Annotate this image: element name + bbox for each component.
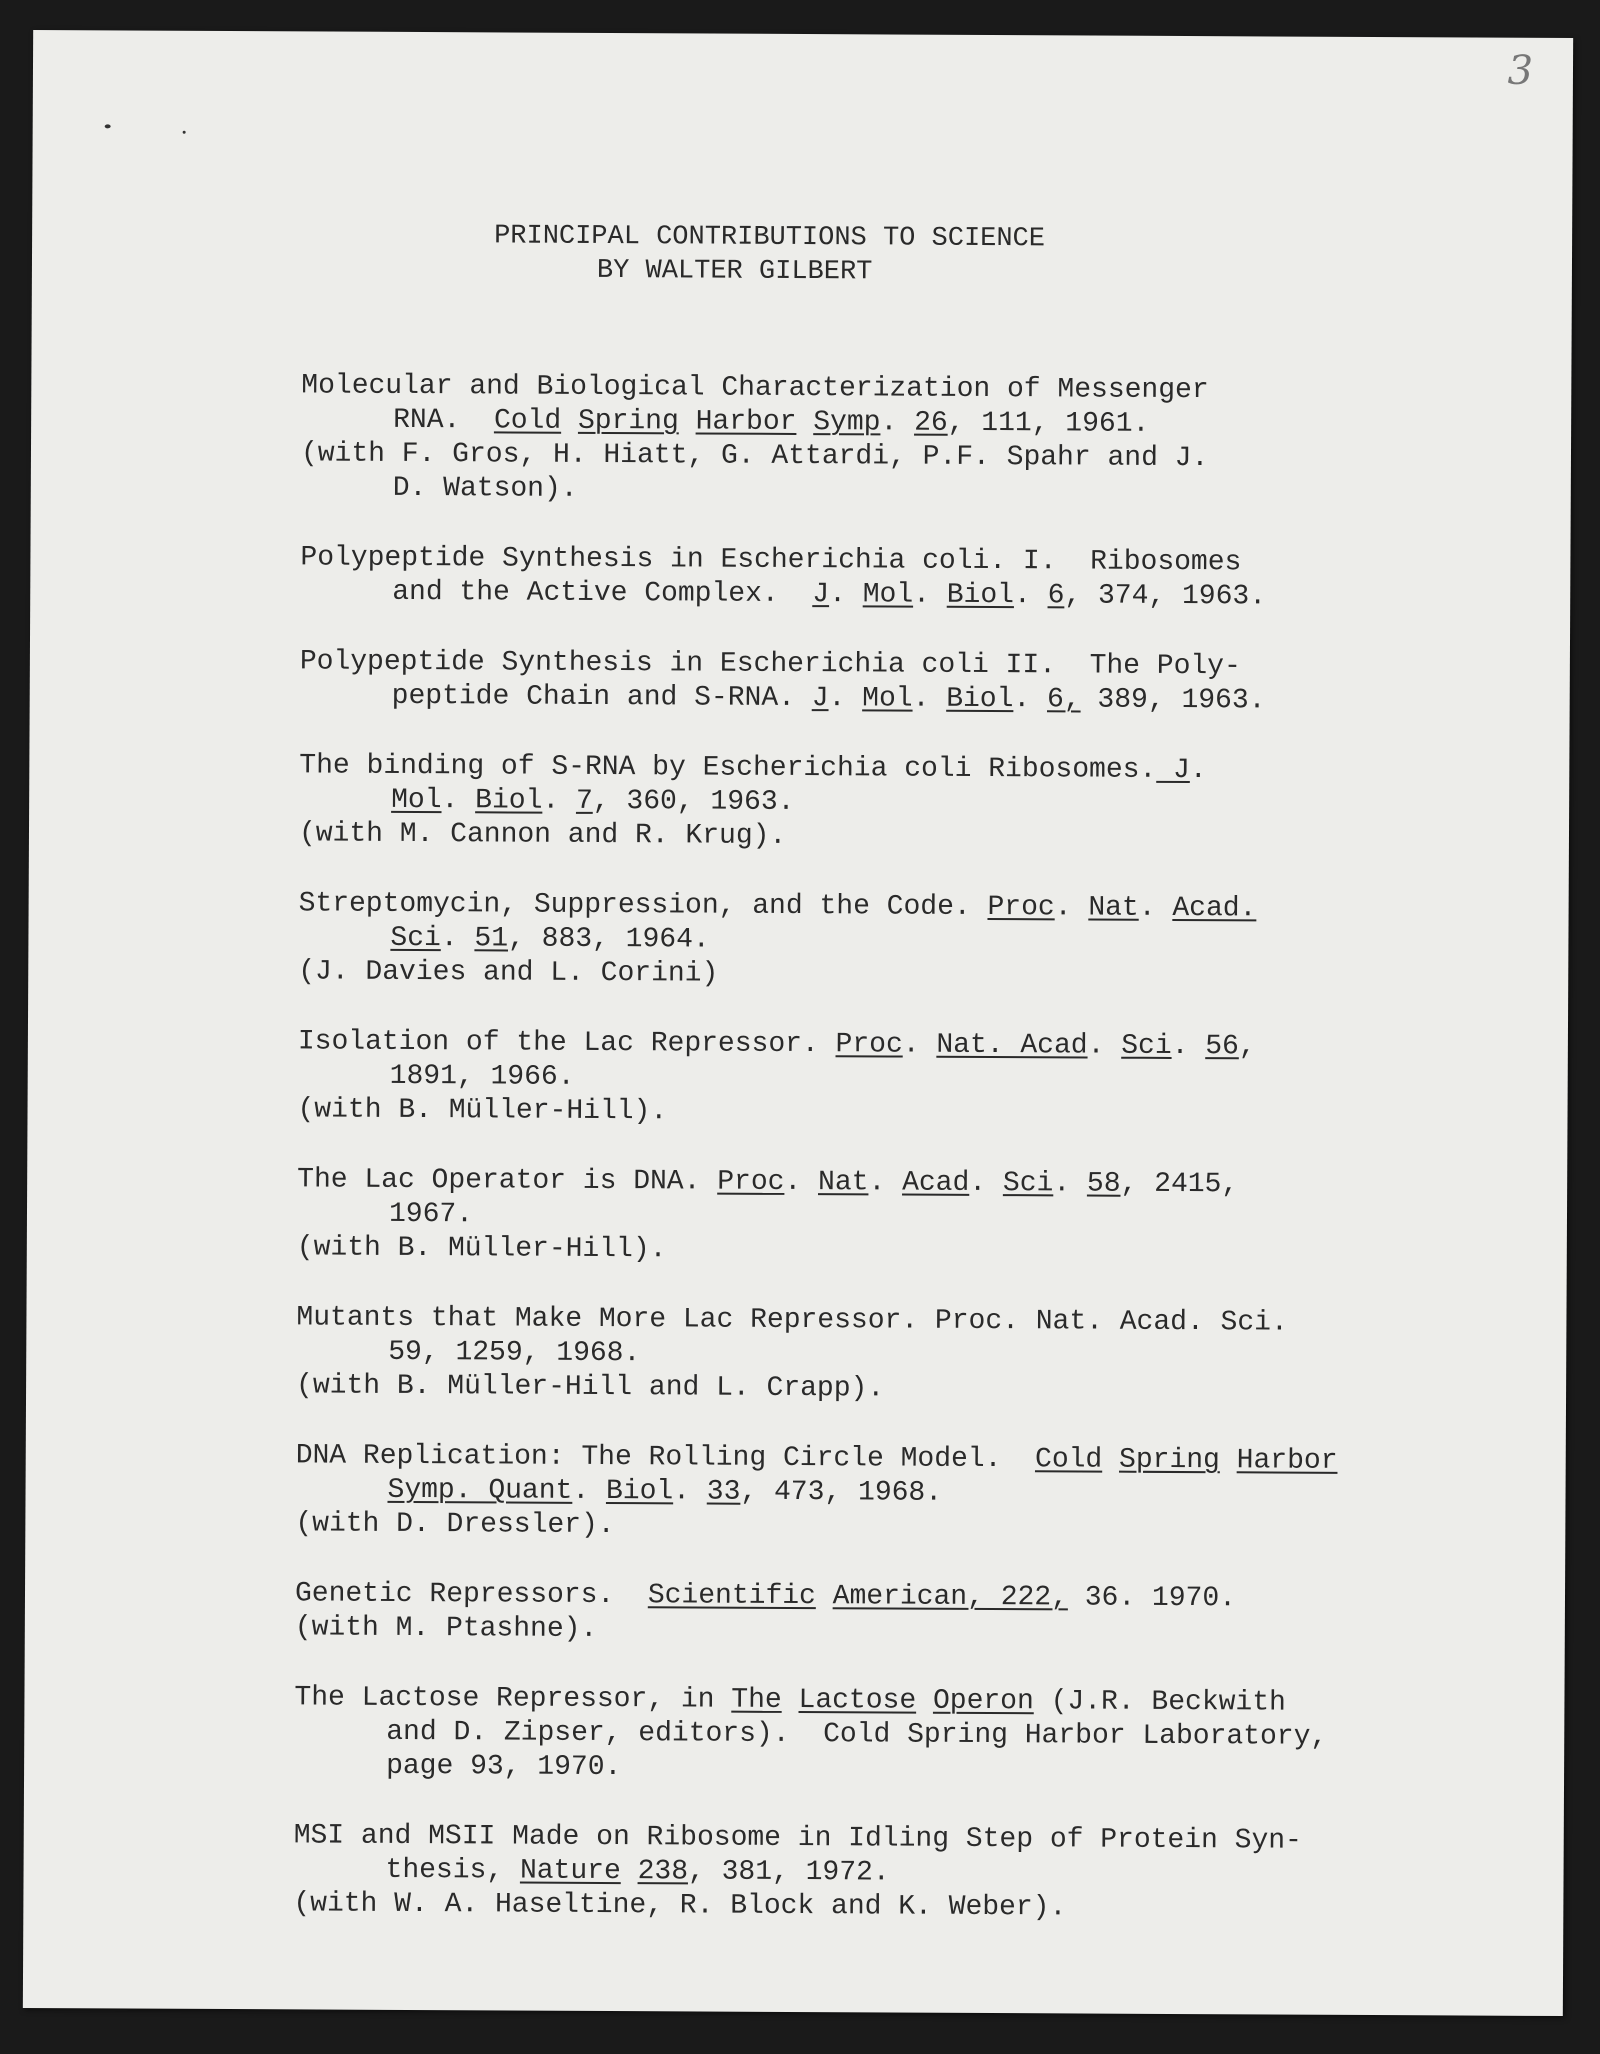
reference-line <box>293 1887 1493 1927</box>
underlined-citation-text: J <box>811 683 829 715</box>
reference-entry <box>295 1577 1495 1651</box>
reference-line <box>296 1369 1496 1409</box>
underlined-citation-text: 238 <box>637 1856 689 1888</box>
underlined-citation-text: Cold <box>493 405 562 437</box>
reference-text: 389, 1963. <box>1080 684 1266 717</box>
reference-text: (with D. Dressler). <box>295 1508 615 1542</box>
reference-entry <box>299 749 1500 857</box>
underlined-citation-text: Spring <box>1118 1444 1220 1477</box>
underlined-citation-text: J <box>1156 754 1190 787</box>
underlined-citation-text: Symp <box>813 407 881 439</box>
reference-text: , <box>1238 1031 1256 1063</box>
reference-text <box>916 1686 933 1717</box>
reference-text: , 883, 1964. <box>507 923 710 956</box>
underlined-citation-text: The <box>731 1684 782 1716</box>
underlined-citation-text: Mol <box>862 579 914 611</box>
reference-text: and D. Zipser, editors). Cold Spring Harbor Laboratory, <box>386 1716 1328 1753</box>
reference-text: . <box>1013 684 1048 716</box>
reference-line <box>294 1749 1494 1789</box>
reference-text: and the Active Complex. <box>392 576 813 611</box>
reference-entry <box>294 1681 1495 1789</box>
underlined-citation-text: Acad <box>902 1167 970 1199</box>
underlined-citation-text: Symp. Quant <box>387 1474 573 1507</box>
reference-text <box>561 406 578 437</box>
reference-line <box>298 955 1498 995</box>
underlined-citation-text: Nat <box>817 1167 869 1199</box>
page-number: 3 <box>1507 47 1534 94</box>
document-page <box>23 30 1573 2016</box>
underlined-citation-text: Acad. <box>1172 892 1257 925</box>
reference-line <box>301 471 1501 511</box>
reference-text <box>796 407 813 438</box>
reference-text <box>1102 1445 1119 1476</box>
underlined-citation-text: Harbor <box>1236 1445 1338 1477</box>
underlined-citation-text: 6, <box>1046 684 1081 716</box>
underlined-citation-text: 58 <box>1086 1168 1121 1200</box>
reference-text: Streptomycin, Suppression, and the Code. <box>298 888 988 923</box>
stray-mark <box>105 124 111 128</box>
reference-text <box>816 1581 833 1612</box>
reference-text <box>621 1856 638 1887</box>
reference-entry <box>293 1819 1494 1927</box>
reference-entry <box>301 369 1502 511</box>
reference-text: . <box>829 579 863 611</box>
reference-text: MSI and MSII Made on Ribosome in Idling Step of Protein Syn- <box>293 1820 1302 1857</box>
underlined-citation-text: Mol <box>391 784 442 817</box>
reference-line <box>297 1093 1497 1133</box>
reference-text: Isolation of the Lac Repressor. <box>297 1026 836 1061</box>
reference-line <box>297 1163 1497 1203</box>
reference-text: (J.R. Beckwith <box>1033 1686 1286 1719</box>
reference-entry <box>296 1301 1497 1409</box>
underlined-citation-text: Spring <box>577 405 679 438</box>
reference-text: 36. 1970. <box>1067 1582 1237 1615</box>
reference-text: 1891, 1966. <box>389 1060 575 1093</box>
reference-text: . <box>673 1476 707 1508</box>
reference-text: (with F. Gros, H. Hiatt, G. Attardi, P.F. Spahr and J. <box>300 438 1209 475</box>
document-title <box>32 216 1572 288</box>
reference-text: D. Watson). <box>392 472 578 505</box>
reference-text: 1967. <box>388 1198 474 1231</box>
underlined-citation-text: Biol <box>946 579 1015 612</box>
reference-text: page 93, 1970. <box>386 1750 622 1784</box>
reference-entry <box>297 1025 1498 1133</box>
reference-line <box>297 1231 1497 1271</box>
reference-text <box>782 1685 799 1716</box>
underlined-citation-text: 26 <box>914 407 948 439</box>
reference-text <box>1220 1445 1237 1476</box>
reference-text: Genetic Repressors. <box>294 1578 648 1612</box>
reference-text: . <box>1053 1168 1088 1200</box>
underlined-citation-text: Harbor <box>695 406 797 438</box>
underlined-citation-text: Sci <box>1002 1168 1054 1200</box>
stray-mark <box>183 131 186 134</box>
underlined-citation-text: Nat <box>1088 892 1139 924</box>
reference-text: (with B. Müller-Hill). <box>297 1094 668 1128</box>
reference-text: (with M. Cannon and R. Krug). <box>298 818 787 852</box>
reference-text: (with M. Ptashne). <box>294 1612 598 1645</box>
reference-text: RNA. <box>393 404 495 437</box>
reference-text: The Lactose Repressor, in <box>294 1682 732 1716</box>
underlined-citation-text: 33 <box>706 1476 741 1508</box>
underlined-citation-text: Sci <box>390 922 441 955</box>
underlined-citation-text: Operon <box>932 1685 1034 1718</box>
reference-text: . <box>1013 580 1048 612</box>
reference-text: (with B. Müller-Hill and L. Crapp). <box>296 1370 885 1405</box>
reference-text: . <box>913 579 947 611</box>
reference-entry <box>295 1439 1496 1547</box>
reference-text: , 360, 1963. <box>592 785 795 818</box>
underlined-citation-text: 6 <box>1047 580 1065 612</box>
underlined-citation-text: J <box>812 579 830 611</box>
reference-text: . <box>1087 1030 1122 1062</box>
reference-text: . <box>572 1475 607 1508</box>
reference-text: 59, 1259, 1968. <box>388 1336 641 1370</box>
underlined-citation-text: Mol <box>862 683 913 715</box>
reference-text: thesis, <box>385 1854 521 1887</box>
reference-text: . <box>880 407 915 439</box>
reference-text: The Lac Operator is DNA. <box>297 1164 718 1198</box>
reference-text: . <box>868 1167 903 1199</box>
reference-text: , 111, 1961. <box>947 407 1150 440</box>
reference-text: . <box>1054 892 1089 924</box>
underlined-citation-text: Proc <box>987 891 1055 924</box>
reference-text: The binding of S-RNA by Escherichia coli Ribosomes. <box>299 750 1157 786</box>
reference-text: , 374, 1963. <box>1064 580 1267 613</box>
underlined-citation-text: Sci <box>1121 1030 1172 1062</box>
reference-entry <box>297 1163 1498 1271</box>
reference-line <box>299 817 1499 857</box>
reference-entry <box>300 645 1500 719</box>
reference-text: . <box>828 683 863 715</box>
underlined-citation-text: Lactose <box>798 1685 917 1717</box>
reference-text <box>679 406 696 437</box>
reference-text: . <box>912 683 947 715</box>
underlined-citation-text: Scientific <box>647 1580 816 1613</box>
underlined-citation-text: Biol <box>605 1476 674 1508</box>
reference-text: (with W. A. Haseltine, R. Block and K. Weber). <box>293 1888 1067 1924</box>
reference-text: , 473, 1968. <box>740 1476 943 1509</box>
reference-text: , 2415, <box>1120 1168 1239 1201</box>
underlined-citation-text: Nat. Acad <box>936 1029 1088 1062</box>
reference-text: Polypeptide Synthesis in Escherichia coli. I. Ribosomes <box>300 542 1242 579</box>
underlined-citation-text: Biol <box>475 785 543 817</box>
reference-text: , 381, 1972. <box>687 1856 890 1889</box>
underlined-citation-text: Nature <box>519 1855 621 1888</box>
underlined-citation-text: Biol <box>946 683 1014 716</box>
underlined-citation-text: American, 222, <box>832 1581 1069 1614</box>
reference-entry <box>300 541 1500 615</box>
reference-list <box>293 369 1501 1963</box>
reference-text: . <box>969 1167 1004 1200</box>
reference-line <box>300 575 1500 615</box>
reference-text: . <box>1171 1030 1206 1063</box>
reference-entry <box>298 887 1499 995</box>
underlined-citation-text: 7 <box>575 785 593 817</box>
underlined-citation-text: Cold <box>1034 1444 1103 1476</box>
underlined-citation-text: Proc <box>717 1166 785 1198</box>
reference-text: (with B. Müller-Hill). <box>296 1232 667 1266</box>
underlined-citation-text: Proc <box>835 1029 903 1061</box>
reference-text: Molecular and Biological Characterization of Messenger <box>301 370 1209 407</box>
underlined-citation-text: 51 <box>474 923 509 955</box>
title-line-1: PRINCIPAL CONTRIBUTIONS TO SCIENCE <box>494 221 1046 255</box>
reference-line <box>295 1507 1495 1547</box>
reference-text: peptide Chain and S-RNA. <box>391 680 812 715</box>
reference-text: . <box>542 785 577 817</box>
reference-text: . <box>1138 892 1173 924</box>
reference-line <box>295 1611 1495 1651</box>
reference-text: DNA Replication: The Rolling Circle Model. <box>295 1440 1036 1476</box>
reference-text: . <box>1189 755 1207 787</box>
reference-text: . <box>902 1029 937 1061</box>
reference-text: (J. Davies and L. Corini) <box>298 956 719 990</box>
reference-text: . <box>440 923 475 955</box>
reference-line <box>300 679 1500 719</box>
title-line-2: BY WALTER GILBERT <box>596 255 873 288</box>
reference-text: Polypeptide Synthesis in Escherichia coli II. The Poly- <box>299 646 1241 683</box>
underlined-citation-text: 56 <box>1205 1031 1239 1063</box>
reference-text: . <box>441 785 476 817</box>
reference-text: . <box>784 1166 819 1199</box>
reference-text: Mutants that Make More Lac Repressor. Proc. Nat. Acad. Sci. <box>296 1302 1288 1339</box>
